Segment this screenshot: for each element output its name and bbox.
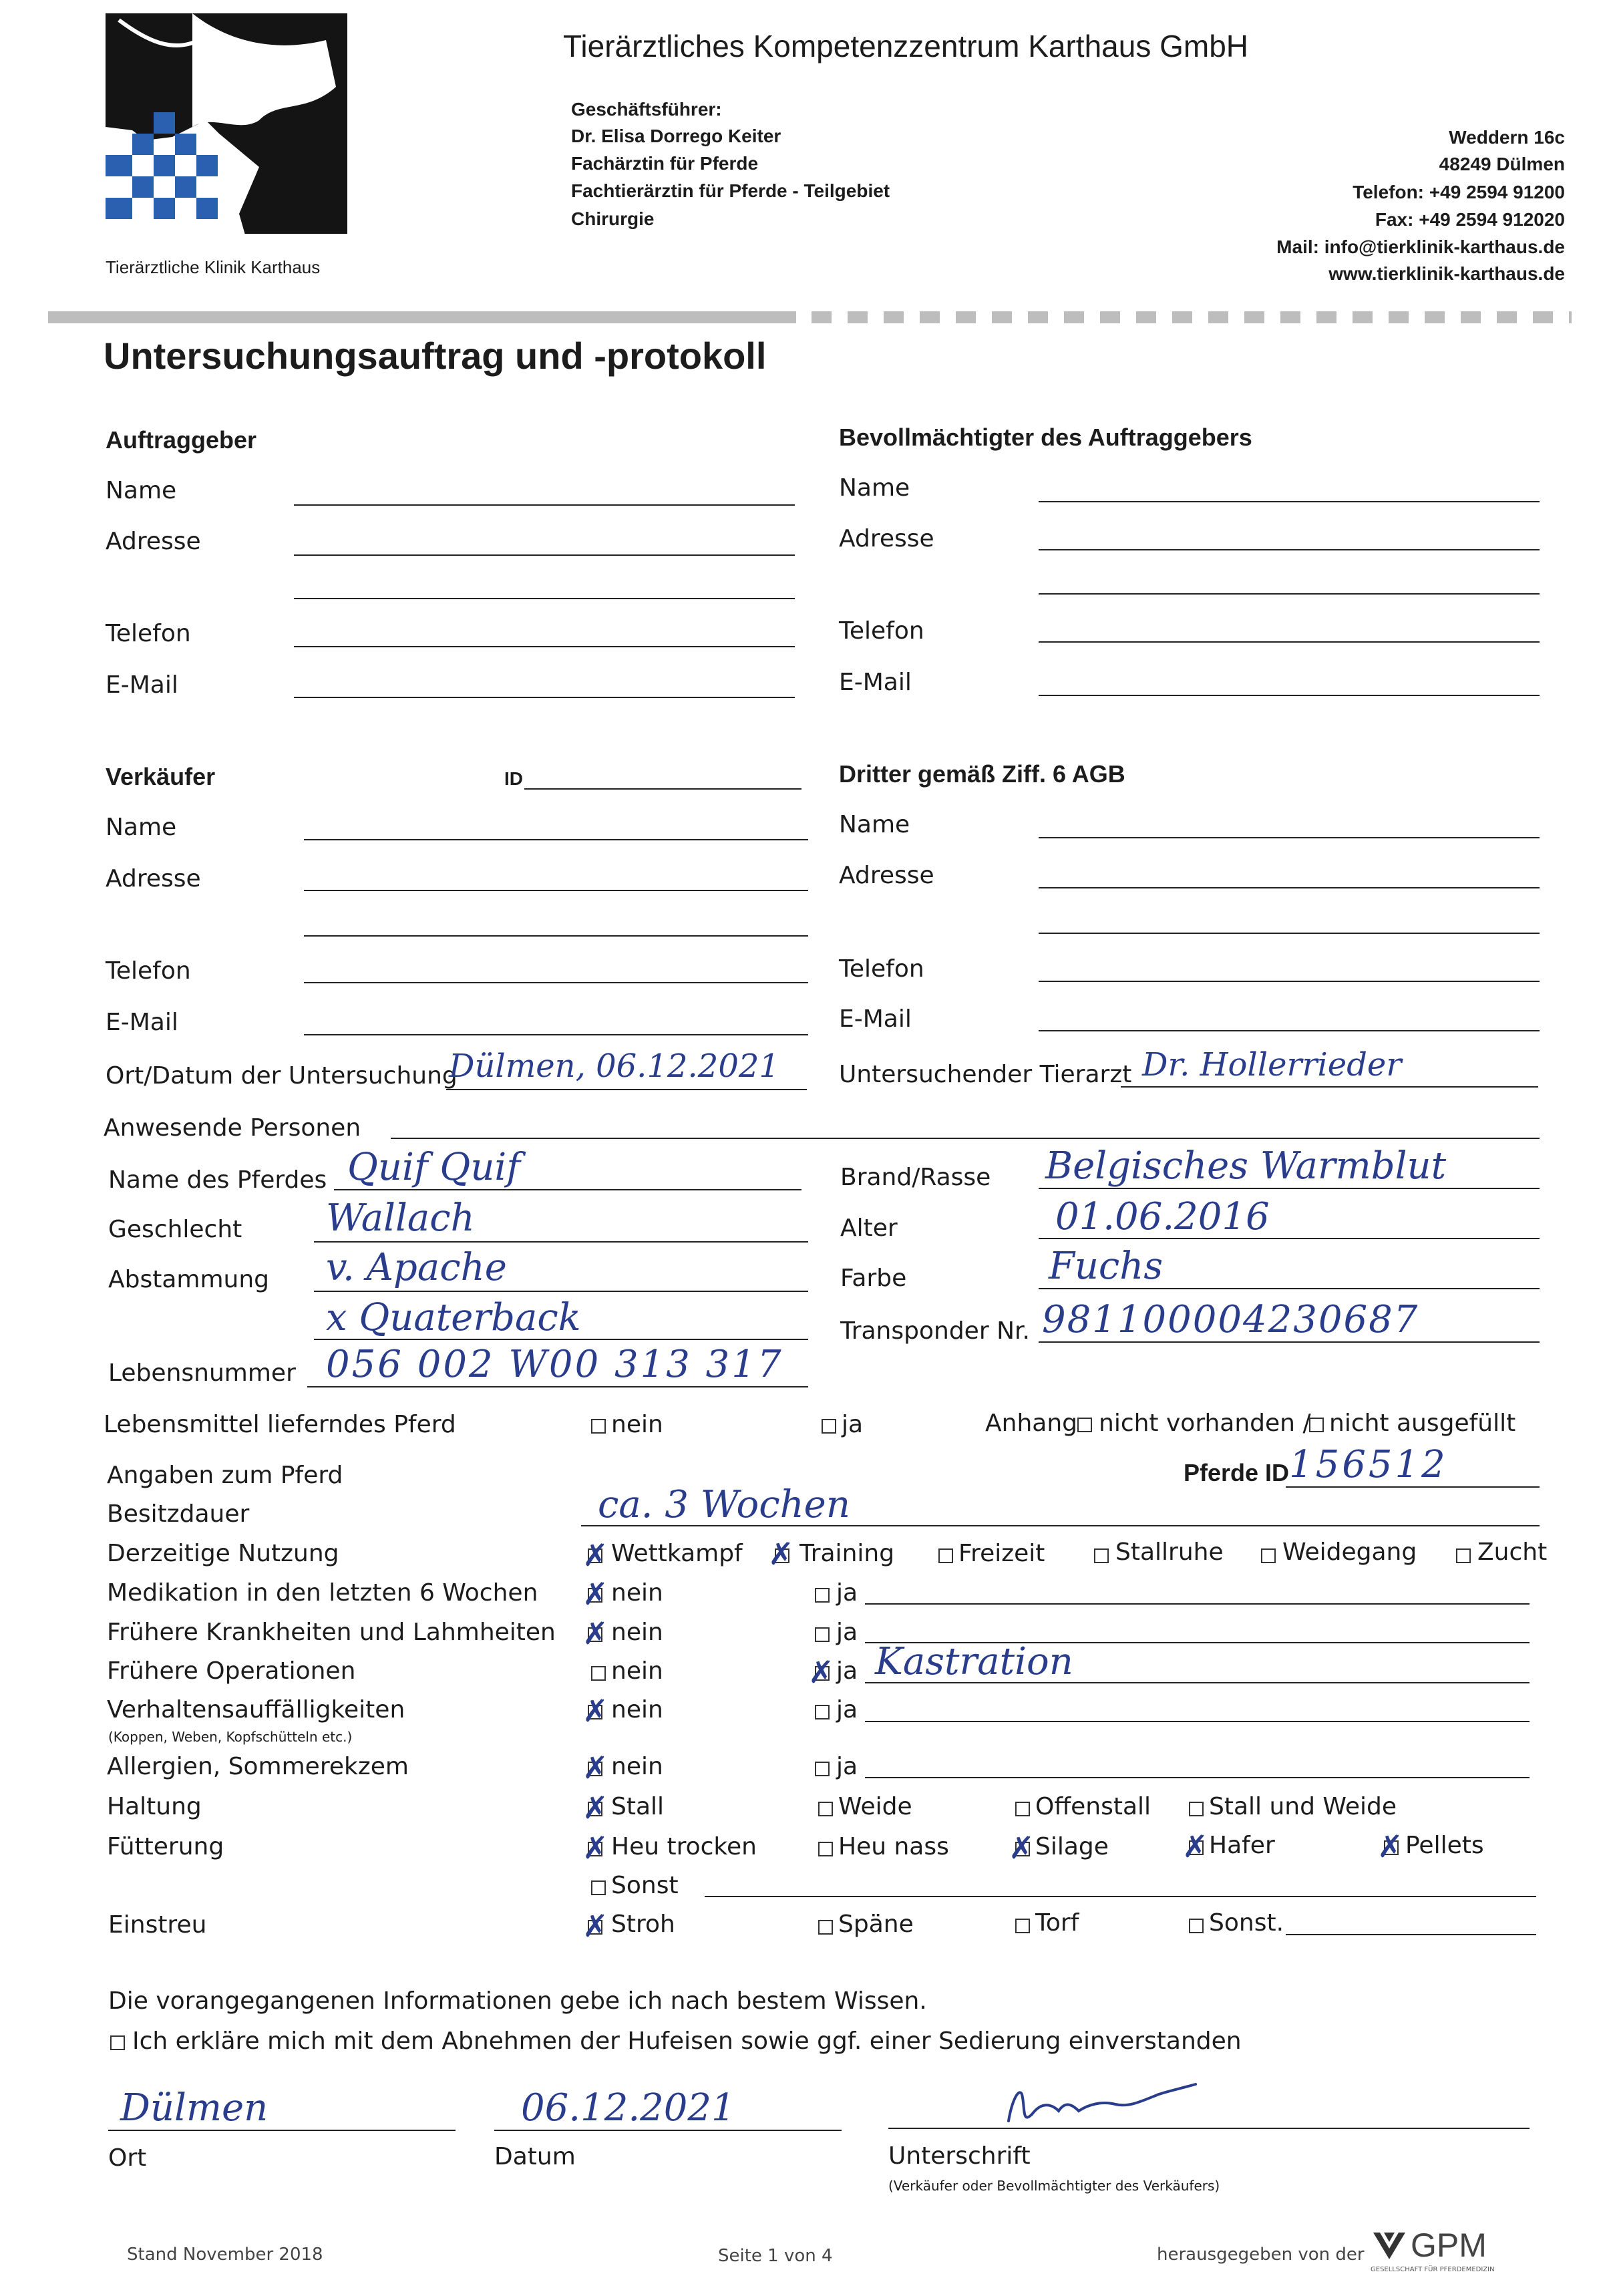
auftraggeber-adresse-field-2[interactable] bbox=[294, 598, 795, 599]
alter-value[interactable]: 01.06.2016 bbox=[1055, 1195, 1270, 1239]
haltung-stall-und-weide-label: Stall und Weide bbox=[1209, 1793, 1397, 1820]
brand-field[interactable] bbox=[1039, 1188, 1540, 1189]
mgmt-line-3: Fachärztin für Pferde bbox=[571, 153, 759, 174]
einstreu-torf-checkbox[interactable] bbox=[1015, 1919, 1030, 1933]
geschlecht-label: Geschlecht bbox=[108, 1216, 242, 1243]
handwritten-signature bbox=[995, 2074, 1236, 2134]
bevollmaechtigter-name-field[interactable] bbox=[1039, 501, 1540, 502]
verkaeufer-email-field[interactable] bbox=[304, 1034, 808, 1035]
einstreu-stroh-check-icon: ✗ bbox=[582, 1908, 608, 1944]
einstreu-label: Einstreu bbox=[108, 1911, 207, 1939]
brand-label: Brand/Rasse bbox=[840, 1164, 991, 1191]
operationen-nein-label: nein bbox=[611, 1657, 663, 1685]
verhalten-ja-checkbox[interactable] bbox=[815, 1705, 830, 1719]
signature-ort-label: Ort bbox=[108, 2144, 147, 2172]
besitzdauer-value[interactable]: ca. 3 Wochen bbox=[598, 1483, 850, 1526]
einstreu-spaene-checkbox[interactable] bbox=[818, 1920, 833, 1935]
contact-street: Weddern 16c bbox=[1449, 127, 1565, 148]
signature-ort-value[interactable]: Dülmen bbox=[120, 2086, 269, 2130]
lebensmittel-ja-checkbox[interactable] bbox=[822, 1419, 836, 1434]
transponder-label: Transponder Nr. bbox=[840, 1317, 1030, 1345]
haltung-stall-und-weide-checkbox[interactable] bbox=[1189, 1802, 1204, 1816]
fuetterung-heu-trocken-check-icon: ✗ bbox=[582, 1830, 608, 1866]
haltung-offenstall-checkbox[interactable] bbox=[1015, 1802, 1030, 1816]
pferd-name-label: Name des Pferdes bbox=[108, 1166, 327, 1194]
bevollmaechtigter-telefon-field[interactable] bbox=[1039, 641, 1540, 643]
gpm-logo-subtext: GESELLSCHAFT FÜR PFERDEMEDIZIN bbox=[1371, 2266, 1495, 2273]
haltung-offenstall-label: Offenstall bbox=[1035, 1793, 1151, 1820]
medikation-ja-checkbox[interactable] bbox=[815, 1588, 830, 1603]
dritter-heading: Dritter gemäß Ziff. 6 AGB bbox=[839, 760, 1125, 788]
auftraggeber-name-label: Name bbox=[106, 477, 177, 504]
header-divider-dashes bbox=[812, 311, 1572, 323]
verkaeufer-adresse-field-2[interactable] bbox=[304, 935, 808, 937]
anwesende-label: Anwesende Personen bbox=[104, 1114, 361, 1142]
anhang-nicht-vorhanden-label: nicht vorhanden / bbox=[1099, 1410, 1311, 1437]
angaben-heading: Angaben zum Pferd bbox=[107, 1462, 343, 1489]
einstreu-stroh-label: Stroh bbox=[611, 1911, 675, 1938]
besitzdauer-field[interactable] bbox=[581, 1525, 1540, 1526]
verkaeufer-adresse-field[interactable] bbox=[304, 890, 808, 891]
nutzung-wettkampf-check-icon: ✗ bbox=[582, 1537, 608, 1573]
abstammung-value-2[interactable]: x Quaterback bbox=[326, 1296, 581, 1339]
lebensnummer-label: Lebensnummer bbox=[108, 1359, 296, 1387]
ort-datum-field[interactable] bbox=[446, 1089, 807, 1090]
abstammung-value-1[interactable]: v. Apache bbox=[326, 1246, 507, 1289]
verkaeufer-telefon-field[interactable] bbox=[304, 982, 808, 983]
verkaeufer-adresse-label: Adresse bbox=[106, 865, 201, 892]
pferde-id-field[interactable] bbox=[1286, 1486, 1540, 1488]
allergien-nein-label: nein bbox=[611, 1753, 663, 1780]
fuetterung-silage-label: Silage bbox=[1035, 1833, 1109, 1860]
nutzung-zucht-checkbox[interactable] bbox=[1456, 1548, 1471, 1563]
einstreu-torf-label: Torf bbox=[1035, 1909, 1079, 1937]
besitzdauer-label: Besitzdauer bbox=[107, 1500, 250, 1528]
auftraggeber-adresse-label: Adresse bbox=[106, 528, 201, 555]
signature-datum-label: Datum bbox=[494, 2143, 576, 2170]
footer-stand: Stand November 2018 bbox=[127, 2245, 323, 2265]
nutzung-zucht-label: Zucht bbox=[1477, 1538, 1548, 1566]
header-divider bbox=[48, 311, 796, 323]
clinic-logo bbox=[106, 13, 347, 284]
verkaeufer-id-label: ID bbox=[504, 768, 523, 789]
abstammung-field-1[interactable] bbox=[314, 1291, 808, 1292]
nutzung-wettkampf-label: Wettkampf bbox=[611, 1540, 743, 1567]
nutzung-training-check-icon: ✗ bbox=[768, 1536, 794, 1572]
signature-datum-value[interactable]: 06.12.2021 bbox=[521, 2086, 735, 2130]
tierarzt-value[interactable]: Dr. Hollerrieder bbox=[1142, 1046, 1402, 1084]
geschlecht-field[interactable] bbox=[314, 1241, 808, 1243]
signature-unterschrift-sublabel: (Verkäufer oder Bevollmächtigter des Verkäufers) bbox=[888, 2178, 1220, 2194]
gpm-logo-icon bbox=[1371, 2229, 1408, 2263]
contact-city: 48249 Dülmen bbox=[1439, 154, 1565, 174]
contact-web: www.tierklinik-karthaus.de bbox=[1328, 263, 1565, 284]
bevollmaechtigter-email-field[interactable] bbox=[1039, 695, 1540, 696]
krankheiten-ja-checkbox[interactable] bbox=[815, 1627, 830, 1642]
fuetterung-hafer-label: Hafer bbox=[1209, 1832, 1275, 1859]
anhang-label: Anhang bbox=[985, 1410, 1077, 1437]
medikation-nein-label: nein bbox=[611, 1579, 663, 1607]
transponder-field[interactable] bbox=[1039, 1341, 1540, 1343]
auftraggeber-adresse-field[interactable] bbox=[294, 554, 795, 556]
signature-unterschrift-field[interactable] bbox=[888, 2128, 1530, 2129]
fuetterung-pellets-label: Pellets bbox=[1405, 1832, 1484, 1859]
fuetterung-hafer-check-icon: ✗ bbox=[1182, 1828, 1208, 1864]
auftraggeber-telefon-field[interactable] bbox=[294, 646, 795, 647]
medikation-label: Medikation in den letzten 6 Wochen bbox=[107, 1579, 538, 1607]
verhalten-ja-field[interactable] bbox=[865, 1721, 1530, 1722]
dritter-name-label: Name bbox=[839, 811, 910, 838]
einstreu-sonst-label: Sonst. bbox=[1209, 1909, 1284, 1937]
operationen-ja-label: ja bbox=[836, 1657, 858, 1685]
signature-datum-field[interactable] bbox=[494, 2130, 842, 2131]
fuetterung-heu-nass-label: Heu nass bbox=[838, 1833, 949, 1860]
fuetterung-sonst-checkbox[interactable] bbox=[591, 1880, 606, 1895]
fuetterung-pellets-check-icon: ✗ bbox=[1377, 1828, 1403, 1864]
anhang-nicht-vorhanden-checkbox[interactable] bbox=[1077, 1418, 1092, 1432]
mgmt-line-2: Dr. Elisa Dorrego Keiter bbox=[571, 126, 781, 146]
fuetterung-silage-check-icon: ✗ bbox=[1009, 1830, 1035, 1866]
anwesende-field[interactable] bbox=[391, 1138, 1540, 1139]
operationen-label: Frühere Operationen bbox=[107, 1657, 356, 1685]
nutzung-weidegang-checkbox[interactable] bbox=[1261, 1548, 1276, 1563]
auftraggeber-telefon-label: Telefon bbox=[106, 620, 191, 647]
dritter-adresse-field-2[interactable] bbox=[1039, 933, 1540, 934]
mgmt-line-1: Geschäftsführer: bbox=[571, 99, 722, 120]
verkaeufer-telefon-label: Telefon bbox=[106, 957, 191, 985]
dritter-telefon-label: Telefon bbox=[839, 955, 924, 983]
dritter-email-label: E-Mail bbox=[839, 1005, 912, 1033]
page-title: Untersuchungsauftrag und -protokoll bbox=[104, 335, 767, 377]
operationen-value[interactable]: Kastration bbox=[875, 1640, 1073, 1683]
einstreu-spaene-label: Späne bbox=[838, 1911, 914, 1938]
brand-value[interactable]: Belgisches Warmblut bbox=[1045, 1144, 1447, 1188]
allergien-nein-check-icon: ✗ bbox=[582, 1750, 608, 1786]
nutzung-stallruhe-label: Stallruhe bbox=[1115, 1538, 1224, 1566]
pferd-name-field[interactable] bbox=[334, 1189, 801, 1190]
pferde-id-label: Pferde ID bbox=[1184, 1459, 1290, 1486]
bevollmaechtigter-adresse-field[interactable] bbox=[1039, 549, 1540, 550]
contact-phone: Telefon: +49 2594 91200 bbox=[1353, 182, 1565, 202]
mgmt-line-5: Chirurgie bbox=[571, 208, 655, 229]
footer-seite: Seite 1 von 4 bbox=[718, 2246, 833, 2266]
haltung-weide-checkbox[interactable] bbox=[818, 1802, 833, 1816]
verhalten-ja-label: ja bbox=[836, 1696, 858, 1724]
haltung-label: Haltung bbox=[107, 1793, 202, 1820]
operationen-ja-check-icon: ✗ bbox=[808, 1654, 834, 1690]
verhalten-label: Verhaltensauffälligkeiten bbox=[107, 1696, 405, 1724]
verkaeufer-id-field[interactable] bbox=[524, 788, 801, 790]
operationen-ja-field[interactable] bbox=[865, 1682, 1530, 1683]
lebensmittel-nein-label: nein bbox=[611, 1411, 663, 1438]
allergien-ja-field[interactable] bbox=[865, 1777, 1530, 1778]
auftraggeber-email-label: E-Mail bbox=[106, 671, 178, 699]
nutzung-freizeit-label: Freizeit bbox=[958, 1540, 1045, 1567]
farbe-field[interactable] bbox=[1039, 1288, 1540, 1289]
auftraggeber-heading: Auftraggeber bbox=[106, 426, 257, 454]
contact-fax: Fax: +49 2594 912020 bbox=[1375, 209, 1565, 230]
bevollmaechtigter-telefon-label: Telefon bbox=[839, 617, 924, 645]
geschlecht-value[interactable]: Wallach bbox=[326, 1196, 475, 1240]
krankheiten-nein-label: nein bbox=[611, 1619, 663, 1646]
medikation-ja-field[interactable] bbox=[865, 1603, 1530, 1605]
lebensnummer-field[interactable] bbox=[307, 1386, 808, 1387]
bevollmaechtigter-adresse-field-2[interactable] bbox=[1039, 593, 1540, 595]
abstammung-label: Abstammung bbox=[108, 1266, 270, 1293]
fuetterung-sonst-field[interactable] bbox=[705, 1896, 1536, 1897]
nutzung-stallruhe-checkbox[interactable] bbox=[1094, 1548, 1109, 1563]
footer-herausgegeben: herausgegeben von der bbox=[1157, 2245, 1365, 2265]
nutzung-training-label: Training bbox=[799, 1540, 895, 1567]
verhalten-nein-label: nein bbox=[611, 1696, 663, 1724]
alter-label: Alter bbox=[840, 1214, 898, 1242]
anhang-nicht-ausgefuellt-label: nicht ausgefüllt bbox=[1329, 1410, 1516, 1437]
declaration-line-1: Die vorangegangenen Informationen gebe ich nach bestem Wissen. bbox=[108, 1987, 927, 2015]
contact-mail: Mail: info@tierklinik-karthaus.de bbox=[1276, 236, 1565, 257]
ort-datum-value[interactable]: Dülmen, 06.12.2021 bbox=[449, 1047, 779, 1085]
bevollmaechtigter-adresse-label: Adresse bbox=[839, 525, 934, 552]
anhang-nicht-ausgefuellt-checkbox[interactable] bbox=[1309, 1418, 1324, 1432]
auftraggeber-email-field[interactable] bbox=[294, 697, 795, 698]
allergien-ja-label: ja bbox=[836, 1753, 858, 1780]
dritter-adresse-label: Adresse bbox=[839, 862, 934, 889]
bevollmaechtigter-email-label: E-Mail bbox=[839, 669, 912, 696]
allergien-label: Allergien, Sommerekzem bbox=[107, 1753, 409, 1780]
auftraggeber-name-field[interactable] bbox=[294, 504, 795, 506]
fuetterung-label: Fütterung bbox=[107, 1833, 224, 1860]
fuetterung-heu-nass-checkbox[interactable] bbox=[818, 1842, 833, 1856]
tierarzt-field[interactable] bbox=[1121, 1086, 1538, 1088]
dritter-name-field[interactable] bbox=[1039, 837, 1540, 838]
alter-field[interactable] bbox=[1039, 1238, 1540, 1239]
verhalten-nein-check-icon: ✗ bbox=[582, 1693, 608, 1729]
verhalten-sublabel: (Koppen, Weben, Kopfschütteln etc.) bbox=[108, 1729, 353, 1745]
dritter-email-field[interactable] bbox=[1039, 1030, 1540, 1031]
lebensnummer-value[interactable]: 056 002 W00 313 317 bbox=[326, 1343, 783, 1386]
allergien-ja-checkbox[interactable] bbox=[815, 1762, 830, 1776]
dritter-telefon-field[interactable] bbox=[1039, 981, 1540, 982]
lebensmittel-ja-label: ja bbox=[842, 1411, 864, 1438]
haltung-stall-label: Stall bbox=[611, 1793, 665, 1820]
dritter-adresse-field[interactable] bbox=[1039, 887, 1540, 888]
mgmt-line-4: Fachtierärztin für Pferde - Teilgebiet bbox=[571, 180, 890, 201]
declaration-consent-checkbox[interactable] bbox=[110, 2035, 125, 2050]
abstammung-field-2[interactable] bbox=[314, 1339, 808, 1340]
verkaeufer-name-label: Name bbox=[106, 814, 177, 841]
verkaeufer-email-label: E-Mail bbox=[106, 1009, 178, 1036]
krankheiten-nein-check-icon: ✗ bbox=[582, 1615, 608, 1651]
bevollmaechtigter-heading: Bevollmächtigter des Auftraggebers bbox=[839, 424, 1252, 451]
verkaeufer-name-field[interactable] bbox=[304, 839, 808, 840]
declaration-line-2: Ich erkläre mich mit dem Abnehmen der Hufeisen sowie ggf. einer Sedierung einverstanden bbox=[132, 2027, 1242, 2055]
fuetterung-heu-trocken-label: Heu trocken bbox=[611, 1833, 757, 1860]
logo-caption: Tierärztliche Klinik Karthaus bbox=[106, 257, 321, 277]
medikation-ja-label: ja bbox=[836, 1579, 858, 1607]
signature-ort-field[interactable] bbox=[108, 2130, 456, 2131]
haltung-weide-label: Weide bbox=[838, 1793, 912, 1820]
verkaeufer-heading: Verkäufer bbox=[106, 763, 216, 790]
nutzung-weidegang-label: Weidegang bbox=[1282, 1538, 1417, 1566]
company-name: Tierärztliches Kompetenzzentrum Karthaus GmbH bbox=[563, 29, 1249, 63]
nutzung-label: Derzeitige Nutzung bbox=[107, 1540, 339, 1567]
haltung-stall-check-icon: ✗ bbox=[582, 1790, 608, 1826]
operationen-nein-checkbox[interactable] bbox=[591, 1666, 606, 1681]
tierarzt-label: Untersuchender Tierarzt bbox=[839, 1061, 1132, 1088]
pferde-id-value[interactable]: 156512 bbox=[1289, 1443, 1448, 1486]
gpm-logo-text: GPM bbox=[1411, 2227, 1487, 2264]
lebensmittel-nein-checkbox[interactable] bbox=[591, 1419, 606, 1434]
lebensmittel-label: Lebensmittel lieferndes Pferd bbox=[104, 1411, 456, 1438]
krankheiten-label: Frühere Krankheiten und Lahmheiten bbox=[107, 1619, 556, 1646]
pferd-name-value[interactable]: Quif Quif bbox=[347, 1146, 521, 1189]
farbe-value[interactable]: Fuchs bbox=[1049, 1245, 1164, 1288]
farbe-label: Farbe bbox=[840, 1265, 907, 1292]
ort-datum-label: Ort/Datum der Untersuchung bbox=[106, 1062, 458, 1090]
nutzung-freizeit-checkbox[interactable] bbox=[938, 1548, 953, 1563]
einstreu-sonst-field[interactable] bbox=[1286, 1934, 1536, 1935]
signature-unterschrift-label: Unterschrift bbox=[888, 2142, 1031, 2170]
krankheiten-ja-label: ja bbox=[836, 1619, 858, 1646]
medikation-nein-check-icon: ✗ bbox=[582, 1576, 608, 1612]
einstreu-sonst-checkbox[interactable] bbox=[1189, 1919, 1204, 1933]
transponder-value[interactable]: 981100004230687 bbox=[1042, 1298, 1419, 1341]
fuetterung-sonst-label: Sonst bbox=[611, 1872, 679, 1899]
bevollmaechtigter-name-label: Name bbox=[839, 474, 910, 502]
